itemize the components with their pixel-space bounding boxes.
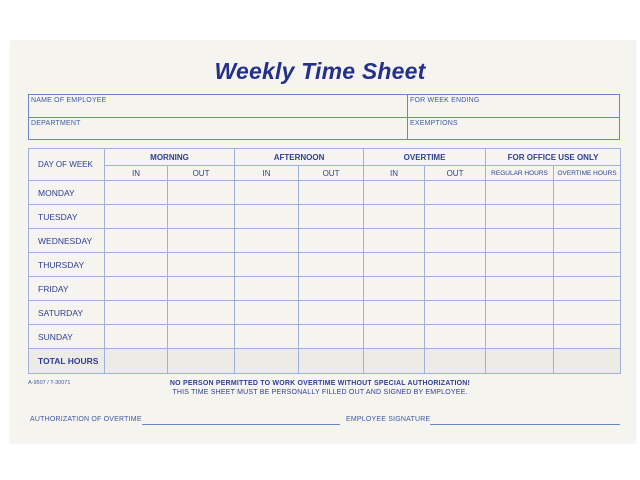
time-cell[interactable] <box>235 301 299 325</box>
time-cell[interactable] <box>235 277 299 301</box>
time-cell[interactable] <box>168 205 235 229</box>
afternoon-out-header: OUT <box>299 166 364 181</box>
time-cell[interactable] <box>299 301 364 325</box>
total-hours-label: TOTAL HOURS <box>29 349 105 374</box>
time-cell[interactable] <box>168 229 235 253</box>
afternoon-in-header: IN <box>235 166 299 181</box>
time-cell[interactable] <box>105 325 168 349</box>
total-cell[interactable] <box>168 349 235 374</box>
time-cell[interactable] <box>364 205 425 229</box>
afternoon-header: AFTERNOON <box>235 149 364 166</box>
time-cell[interactable] <box>486 301 554 325</box>
time-cell[interactable] <box>425 229 486 253</box>
time-cell[interactable] <box>425 253 486 277</box>
time-cell[interactable] <box>554 253 621 277</box>
table-row <box>29 205 621 229</box>
time-cell[interactable] <box>554 181 621 205</box>
department-label: DEPARTMENT <box>31 120 81 127</box>
time-cell[interactable] <box>105 301 168 325</box>
regular-hours-header: REGULAR HOURS <box>486 166 554 181</box>
time-cell[interactable] <box>554 301 621 325</box>
time-cell[interactable] <box>554 325 621 349</box>
department-field[interactable] <box>29 118 407 140</box>
time-cell[interactable] <box>168 325 235 349</box>
time-cell[interactable] <box>486 229 554 253</box>
total-cell[interactable] <box>425 349 486 374</box>
table-row <box>29 277 621 301</box>
time-cell[interactable] <box>235 181 299 205</box>
exemptions-field[interactable] <box>407 118 619 140</box>
employee-signature-label: EMPLOYEE SIGNATURE <box>346 416 431 423</box>
total-row <box>29 349 621 374</box>
week-ending-label: FOR WEEK ENDING <box>410 97 480 104</box>
time-cell[interactable] <box>168 301 235 325</box>
time-cell[interactable] <box>554 205 621 229</box>
time-cell[interactable] <box>364 301 425 325</box>
day-label: MONDAY <box>29 181 105 205</box>
time-cell[interactable] <box>486 325 554 349</box>
time-cell[interactable] <box>364 181 425 205</box>
exemptions-label: EXEMPTIONS <box>410 120 458 127</box>
time-cell[interactable] <box>299 253 364 277</box>
table-row <box>29 325 621 349</box>
form-number: A-9507 / T-30071 <box>28 380 71 386</box>
employee-signature-line[interactable] <box>430 424 620 425</box>
time-cell[interactable] <box>235 325 299 349</box>
time-cell[interactable] <box>299 181 364 205</box>
overtime-header: OVERTIME <box>364 149 486 166</box>
total-cell[interactable] <box>364 349 425 374</box>
table-row <box>29 253 621 277</box>
morning-header: MORNING <box>105 149 235 166</box>
time-cell[interactable] <box>105 205 168 229</box>
form-title: Weekly Time Sheet <box>214 58 426 84</box>
time-cell[interactable] <box>486 205 554 229</box>
week-ending-field[interactable] <box>407 95 619 117</box>
time-cell[interactable] <box>299 205 364 229</box>
time-cell[interactable] <box>364 325 425 349</box>
authorization-label: AUTHORIZATION OF OVERTIME <box>30 416 142 423</box>
morning-in-header: IN <box>105 166 168 181</box>
name-of-employee-label: NAME OF EMPLOYEE <box>31 97 107 104</box>
total-cell[interactable] <box>299 349 364 374</box>
time-cell[interactable] <box>168 277 235 301</box>
time-cell[interactable] <box>299 229 364 253</box>
table-row <box>29 229 621 253</box>
day-label: THURSDAY <box>29 253 105 277</box>
time-table <box>28 148 621 374</box>
day-of-week-header: DAY OF WEEK <box>29 149 105 181</box>
employee-info-box <box>28 94 620 140</box>
time-cell[interactable] <box>235 205 299 229</box>
office-use-header: FOR OFFICE USE ONLY <box>486 149 621 166</box>
time-cell[interactable] <box>168 253 235 277</box>
time-cell[interactable] <box>235 253 299 277</box>
table-row <box>29 181 621 205</box>
authorization-signature-line[interactable] <box>142 424 340 425</box>
signature-notice: THIS TIME SHEET MUST BE PERSONALLY FILLED OUT AND SIGNED BY EMPLOYEE. <box>172 389 468 396</box>
time-cell[interactable] <box>105 229 168 253</box>
overtime-hours-header: OVERTIME HOURS <box>554 166 621 181</box>
info-row-2 <box>29 118 619 140</box>
day-label: WEDNESDAY <box>29 229 105 253</box>
time-cell[interactable] <box>554 229 621 253</box>
header-row <box>29 149 621 166</box>
time-cell[interactable] <box>364 253 425 277</box>
time-cell[interactable] <box>299 277 364 301</box>
overtime-notice: NO PERSON PERMITTED TO WORK OVERTIME WITHOUT SPECIAL AUTHORIZATION! <box>169 380 471 387</box>
time-cell[interactable] <box>105 181 168 205</box>
time-cell[interactable] <box>486 277 554 301</box>
time-cell[interactable] <box>299 325 364 349</box>
time-cell[interactable] <box>425 277 486 301</box>
time-cell[interactable] <box>364 229 425 253</box>
day-label: TUESDAY <box>29 205 105 229</box>
info-row-1 <box>29 95 619 118</box>
day-label: SUNDAY <box>29 325 105 349</box>
total-cell[interactable] <box>235 349 299 374</box>
time-cell[interactable] <box>425 325 486 349</box>
time-cell[interactable] <box>168 181 235 205</box>
total-cell[interactable] <box>486 349 554 374</box>
time-cell[interactable] <box>554 277 621 301</box>
total-cell[interactable] <box>105 349 168 374</box>
time-cell[interactable] <box>486 181 554 205</box>
morning-out-header: OUT <box>168 166 235 181</box>
overtime-in-header: IN <box>364 166 425 181</box>
time-cell[interactable] <box>425 181 486 205</box>
table-row <box>29 301 621 325</box>
time-cell[interactable] <box>235 229 299 253</box>
name-of-employee-field[interactable] <box>29 95 407 117</box>
day-label: FRIDAY <box>29 277 105 301</box>
time-cell[interactable] <box>364 277 425 301</box>
time-cell[interactable] <box>425 205 486 229</box>
day-label: SATURDAY <box>29 301 105 325</box>
total-cell[interactable] <box>554 349 621 374</box>
time-cell[interactable] <box>425 301 486 325</box>
overtime-out-header: OUT <box>425 166 486 181</box>
time-cell[interactable] <box>105 277 168 301</box>
time-cell[interactable] <box>105 253 168 277</box>
subheader-row <box>29 166 621 181</box>
time-cell[interactable] <box>486 253 554 277</box>
